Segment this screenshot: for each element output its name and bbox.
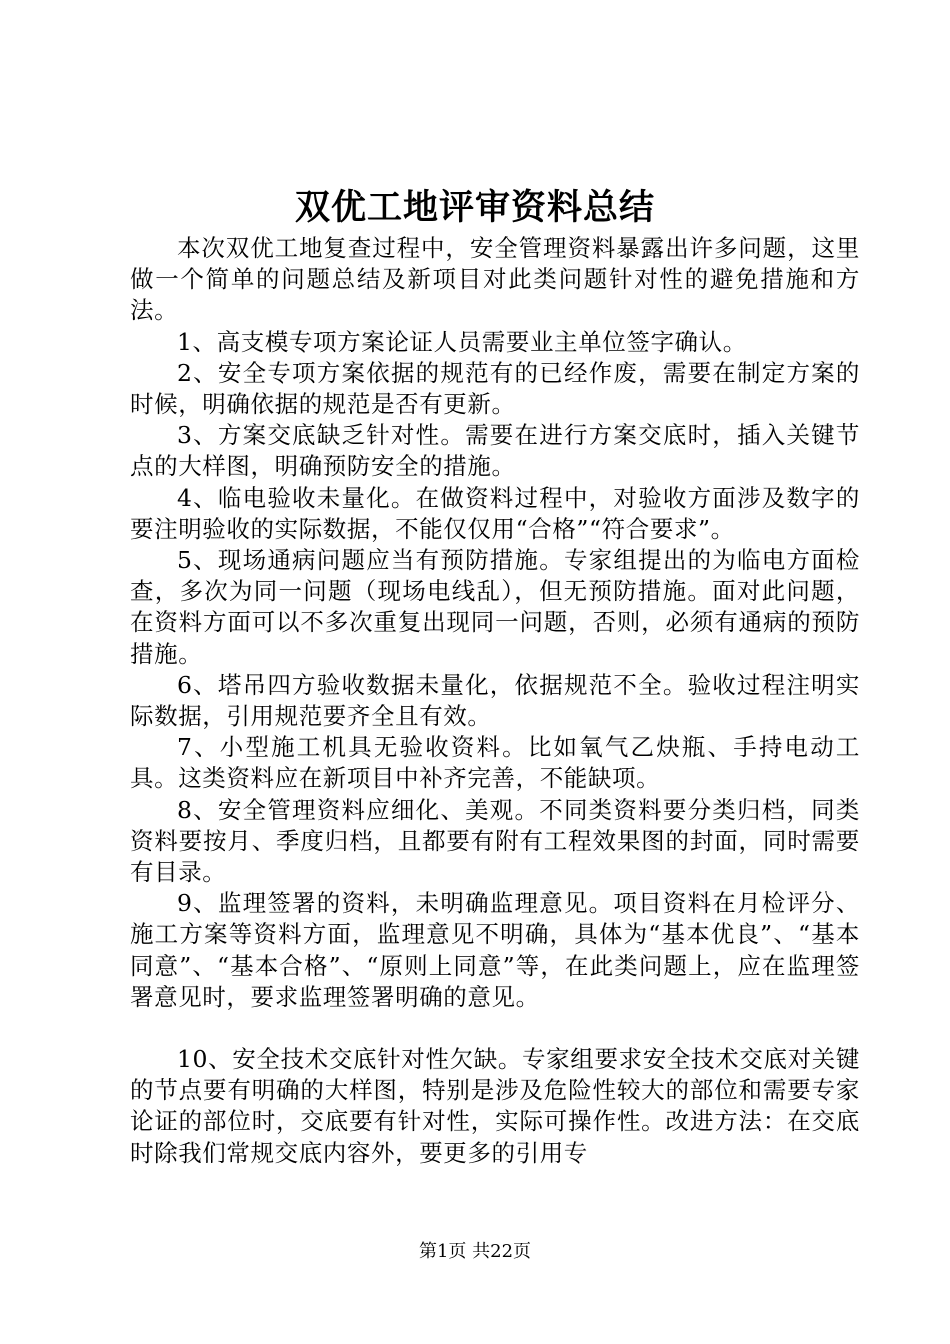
document-body	[130, 233, 860, 1169]
paragraph-item-3: 3、方案交底缺乏针对性。需要在进行方案交底时，插入关键节点的大样图，明确预防安全的措施。	[130, 421, 860, 481]
paragraph-item-6: 6、塔吊四方验收数据未量化，依据规范不全。验收过程注明实际数据，引用规范要齐全且有效。	[130, 670, 860, 731]
paragraph-item-1: 1、高支模专项方案论证人员需要业主单位签字确认。	[177, 327, 747, 356]
paragraph-intro: 本次双优工地复查过程中，安全管理资料暴露出许多问题，这里做一个简单的问题总结及新项目对此类问题针对性的避免措施和方法。	[130, 234, 860, 325]
paragraph-item-2: 2、安全专项方案依据的规范有的已经作废，需要在制定方案的时候，明确依据的规范是否有更新。	[130, 358, 860, 419]
paragraph-item-9: 9、监理签署的资料，未明确监理意见。项目资料在月检评分、施工方案等资料方面，监理意见不明确，具体为“基本优良”、“基本同意”、“基本合格”、“原则上同意”等，在此类问题上，应在监理签署意见时，要求监理签署明确的意见。	[130, 889, 860, 1011]
paragraph-item-5: 5、现场通病问题应当有预防措施。专家组提出的为临电方面检查，多次为同一问题（现场电线乱），但无预防措施。面对此问题，在资料方面可以不多次重复出现同一问题，否则，必须有通病的预防措施。	[130, 546, 860, 668]
paragraph-item-8: 8、安全管理资料应细化、美观。不同类资料要分类归档，同类资料要按月、季度归档，且都要有附有工程效果图的封面，同时需要有目录。	[130, 795, 860, 887]
paragraph-item-7: 7、小型施工机具无验收资料。比如氧气乙炔瓶、手持电动工具。这类资料应在新项目中补齐完善，不能缺项。	[130, 733, 860, 793]
paragraph-item-10: 10、安全技术交底针对性欠缺。专家组要求安全技术交底对关键的节点要有明确的大样图，特别是涉及危险性较大的部位和需要专家论证的部位时，交底要有针对性，实际可操作性。改进方法：在交底时除我们常规交底内容外，要更多的引用专	[130, 1045, 860, 1167]
page-number-footer: 第1页 共22页	[418, 1241, 532, 1262]
paragraph-item-4: 4、临电验收未量化。在做资料过程中，对验收方面涉及数字的要注明验收的实际数据，不能仅仅用“合格”“符合要求”。	[130, 483, 860, 543]
document-title: 双优工地评审资料总结	[294, 187, 655, 228]
